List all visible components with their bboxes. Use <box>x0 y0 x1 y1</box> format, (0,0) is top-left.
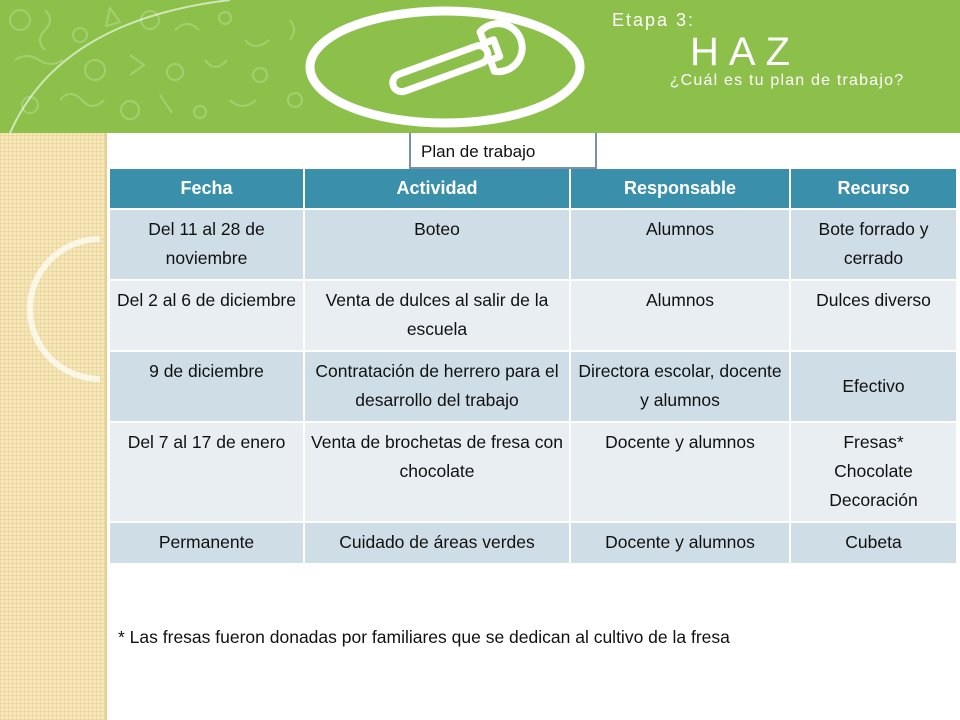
cell-responsable: Docente y alumnos <box>570 522 790 563</box>
left-decorative-strip <box>0 133 107 720</box>
cell-recurso: Efectivo <box>790 351 956 422</box>
arc-decoration-icon <box>0 229 110 389</box>
cell-actividad: Contratación de herrero para el desarrollo del trabajo <box>304 351 570 422</box>
recurso-line: Fresas* <box>843 432 904 452</box>
cell-recurso: Bote forrado y cerrado <box>790 209 956 280</box>
cell-recurso <box>790 422 956 522</box>
table-row <box>110 209 956 280</box>
wrench-icon <box>300 6 590 128</box>
cell-fecha: Del 7 al 17 de enero <box>110 422 304 522</box>
header-actividad: Actividad <box>304 169 570 209</box>
cell-responsable: Directora escolar, docente y alumnos <box>570 351 790 422</box>
footnote: * Las fresas fueron donadas por familiares que se dedican al cultivo de la fresa <box>118 627 730 647</box>
cell-fecha: Del 11 al 28 de noviembre <box>110 209 304 280</box>
cell-recurso: Dulces diverso <box>790 280 956 351</box>
cell-actividad: Venta de dulces al salir de la escuela <box>304 280 570 351</box>
header-responsable: Responsable <box>570 169 790 209</box>
cell-actividad: Cuidado de áreas verdes <box>304 522 570 563</box>
stage-question: ¿Cuál es tu plan de trabajo? <box>669 72 905 89</box>
plan-title: Plan de trabajo <box>409 133 597 169</box>
header-fecha: Fecha <box>110 169 304 209</box>
table-row <box>110 422 956 522</box>
header-banner <box>0 0 960 133</box>
recurso-line: Decoración <box>829 490 918 510</box>
cell-fecha: Del 2 al 6 de diciembre <box>110 280 304 351</box>
table-row <box>110 522 956 563</box>
cell-responsable: Docente y alumnos <box>570 422 790 522</box>
stage-title: HAZ <box>690 30 800 74</box>
work-plan-table <box>110 169 956 563</box>
recurso-line: Chocolate <box>834 461 913 481</box>
doodle-pattern-icon <box>0 0 320 133</box>
cell-responsable: Alumnos <box>570 209 790 280</box>
cell-fecha: Permanente <box>110 522 304 563</box>
cell-recurso: Cubeta <box>790 522 956 563</box>
cell-actividad: Boteo <box>304 209 570 280</box>
header-recurso: Recurso <box>790 169 956 209</box>
cell-responsable: Alumnos <box>570 280 790 351</box>
table-row <box>110 351 956 422</box>
stage-label: Etapa 3: <box>612 10 696 30</box>
table-row <box>110 280 956 351</box>
table-header-row <box>110 169 956 209</box>
cell-actividad: Venta de brochetas de fresa con chocolate <box>304 422 570 522</box>
cell-fecha: 9 de diciembre <box>110 351 304 422</box>
